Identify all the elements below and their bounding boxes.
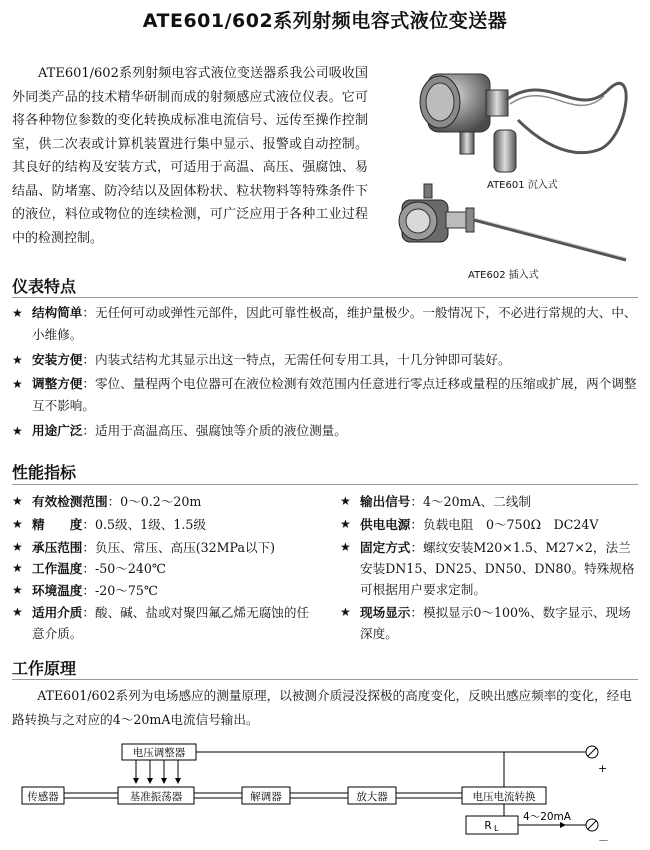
star-icon: ★ xyxy=(12,561,23,575)
ate601-product-image xyxy=(398,60,638,180)
feature-text: ：无任何可动或弹性元部件，因此可靠性极高，维护量极少。一般情况下，不必进行常规的大、中、小维修。 xyxy=(32,305,637,342)
spec-item xyxy=(12,491,312,512)
spec-text: ：螺纹安装M20×1.5、M27×2，法兰安装DN15、DN25、DN50、DN80。特殊规格可根据用户要求定制。 xyxy=(360,540,635,597)
star-icon: ★ xyxy=(12,377,23,391)
spec-text: ：负载电阻 0～750Ω DC24V xyxy=(410,517,599,532)
spec-text: ：4～20mA、二线制 xyxy=(410,494,532,509)
plus-terminal-label: + xyxy=(598,762,608,775)
spec-name: 固定方式 xyxy=(360,540,411,555)
feature-text: ：适用于高温高压、强腐蚀等介质的液位测量。 xyxy=(82,423,347,438)
block-diagram xyxy=(0,740,650,850)
spec-text: ：酸、碱、盐或对聚四氟乙烯无腐蚀的任意介质。 xyxy=(32,605,310,641)
spec-text: ：-50～240℃ xyxy=(82,561,166,576)
spec-name: 承压范围 xyxy=(32,540,83,555)
spec-item xyxy=(340,514,638,535)
spec-name: 输出信号 xyxy=(360,494,411,509)
feature-name: 调整方便 xyxy=(32,376,83,391)
feature-name: 用途广泛 xyxy=(32,423,83,438)
feature-text: ：零位、量程两个电位器可在液位检测有效范围内任意进行零点迁移或量程的压缩或扩展，两个调整互不影响。 xyxy=(32,376,637,413)
ate601-caption: ATE601 沉入式 xyxy=(487,180,558,191)
spec-text: ：0.5级、1级、1.5级 xyxy=(82,517,207,532)
spec-name: 环境温度 xyxy=(32,583,83,598)
spec-name: 工作温度 xyxy=(32,561,83,576)
feature-item xyxy=(12,302,640,346)
spec-name: 有效检测范围 xyxy=(32,494,108,509)
spec-item xyxy=(340,602,638,644)
principle-paragraph: ATE601/602系列为电场感应的测量原理，以被测介质浸没探极的高度变化，反映出感应频率的变化，经电路转换与之对应的4～20mA电流信号输出。 xyxy=(12,688,632,727)
star-icon: ★ xyxy=(340,605,351,619)
spec-item xyxy=(12,514,312,535)
feature-name: 结构简单 xyxy=(32,305,83,320)
sensor-label: 传感器 xyxy=(27,791,59,803)
star-icon: ★ xyxy=(340,540,351,554)
load-label: R xyxy=(484,820,492,832)
intro-paragraph: ATE601/602系列射频电容式液位变送器系我公司吸收国外同类产品的技术精华研制而成的射频感应式液位仪表。它可将各种物位参数的变化转换成标准电流信号、远传至操作控制室，供二次表或计算机装置进行集中显示、报警或自动控制。其良好的结构及安装方式，可适用于高温、高压、强腐蚀、易结晶、防堵塞、防冷结以及固体粉状、粒状物料等特殊条件下的液位，料位或物位的连续检测，可广泛应用于各种工业过程中的检测控制。 xyxy=(12,66,368,246)
converter-label: 电压电流转换 xyxy=(472,791,536,803)
minus-terminal-label: － xyxy=(598,834,609,847)
features-divider xyxy=(12,297,638,298)
feature-item xyxy=(12,349,640,371)
voltage-regulator-label: 电压调整器 xyxy=(132,747,186,759)
star-icon: ★ xyxy=(12,540,23,554)
star-icon: ★ xyxy=(340,494,351,508)
spec-item xyxy=(12,558,312,579)
spec-item xyxy=(340,537,638,600)
spec-text: ：0～0.2～20m xyxy=(107,494,202,509)
feature-item xyxy=(12,373,640,417)
specs-divider xyxy=(12,484,638,485)
current-label: 4～20mA xyxy=(523,811,571,823)
spec-text: ：负压、常压、高压(32MPa以下) xyxy=(82,540,276,555)
spec-text: ：-20～75℃ xyxy=(82,583,158,598)
star-icon: ★ xyxy=(12,605,23,619)
star-icon: ★ xyxy=(12,353,23,367)
spec-name: 现场显示 xyxy=(360,605,411,620)
spec-name: 精 度 xyxy=(32,517,83,532)
spec-item xyxy=(340,491,638,512)
star-icon: ★ xyxy=(340,517,351,531)
amplifier-label: 放大器 xyxy=(356,791,388,803)
oscillator-label: 基准振荡器 xyxy=(129,791,183,803)
spec-name: 适用介质 xyxy=(32,605,83,620)
principle-divider xyxy=(12,679,638,680)
demodulator-label: 解调器 xyxy=(250,791,282,803)
star-icon: ★ xyxy=(12,583,23,597)
feature-text: ：内装式结构尤其显示出这一特点，无需任何专用工具，十几分钟即可装好。 xyxy=(82,352,511,367)
page-title: ATE601/602系列射频电容式液位变送器 xyxy=(142,10,508,32)
specs-heading: 性能指标 xyxy=(12,463,77,482)
spec-name: 供电电源 xyxy=(360,517,411,532)
star-icon: ★ xyxy=(12,306,23,320)
spec-text: ：模拟显示0～100%、数字显示、现场深度。 xyxy=(360,605,631,641)
ate602-product-image xyxy=(388,178,640,268)
spec-item xyxy=(12,537,312,558)
load-subscript: L xyxy=(494,824,499,833)
star-icon: ★ xyxy=(12,424,23,438)
spec-item xyxy=(12,602,312,644)
feature-item xyxy=(12,420,640,442)
feature-name: 安装方便 xyxy=(32,352,83,367)
ate602-caption: ATE602 插入式 xyxy=(468,270,539,281)
features-heading: 仪表特点 xyxy=(12,277,77,296)
principle-heading: 工作原理 xyxy=(12,659,77,678)
spec-item xyxy=(12,580,312,601)
star-icon: ★ xyxy=(12,517,23,531)
star-icon: ★ xyxy=(12,494,23,508)
